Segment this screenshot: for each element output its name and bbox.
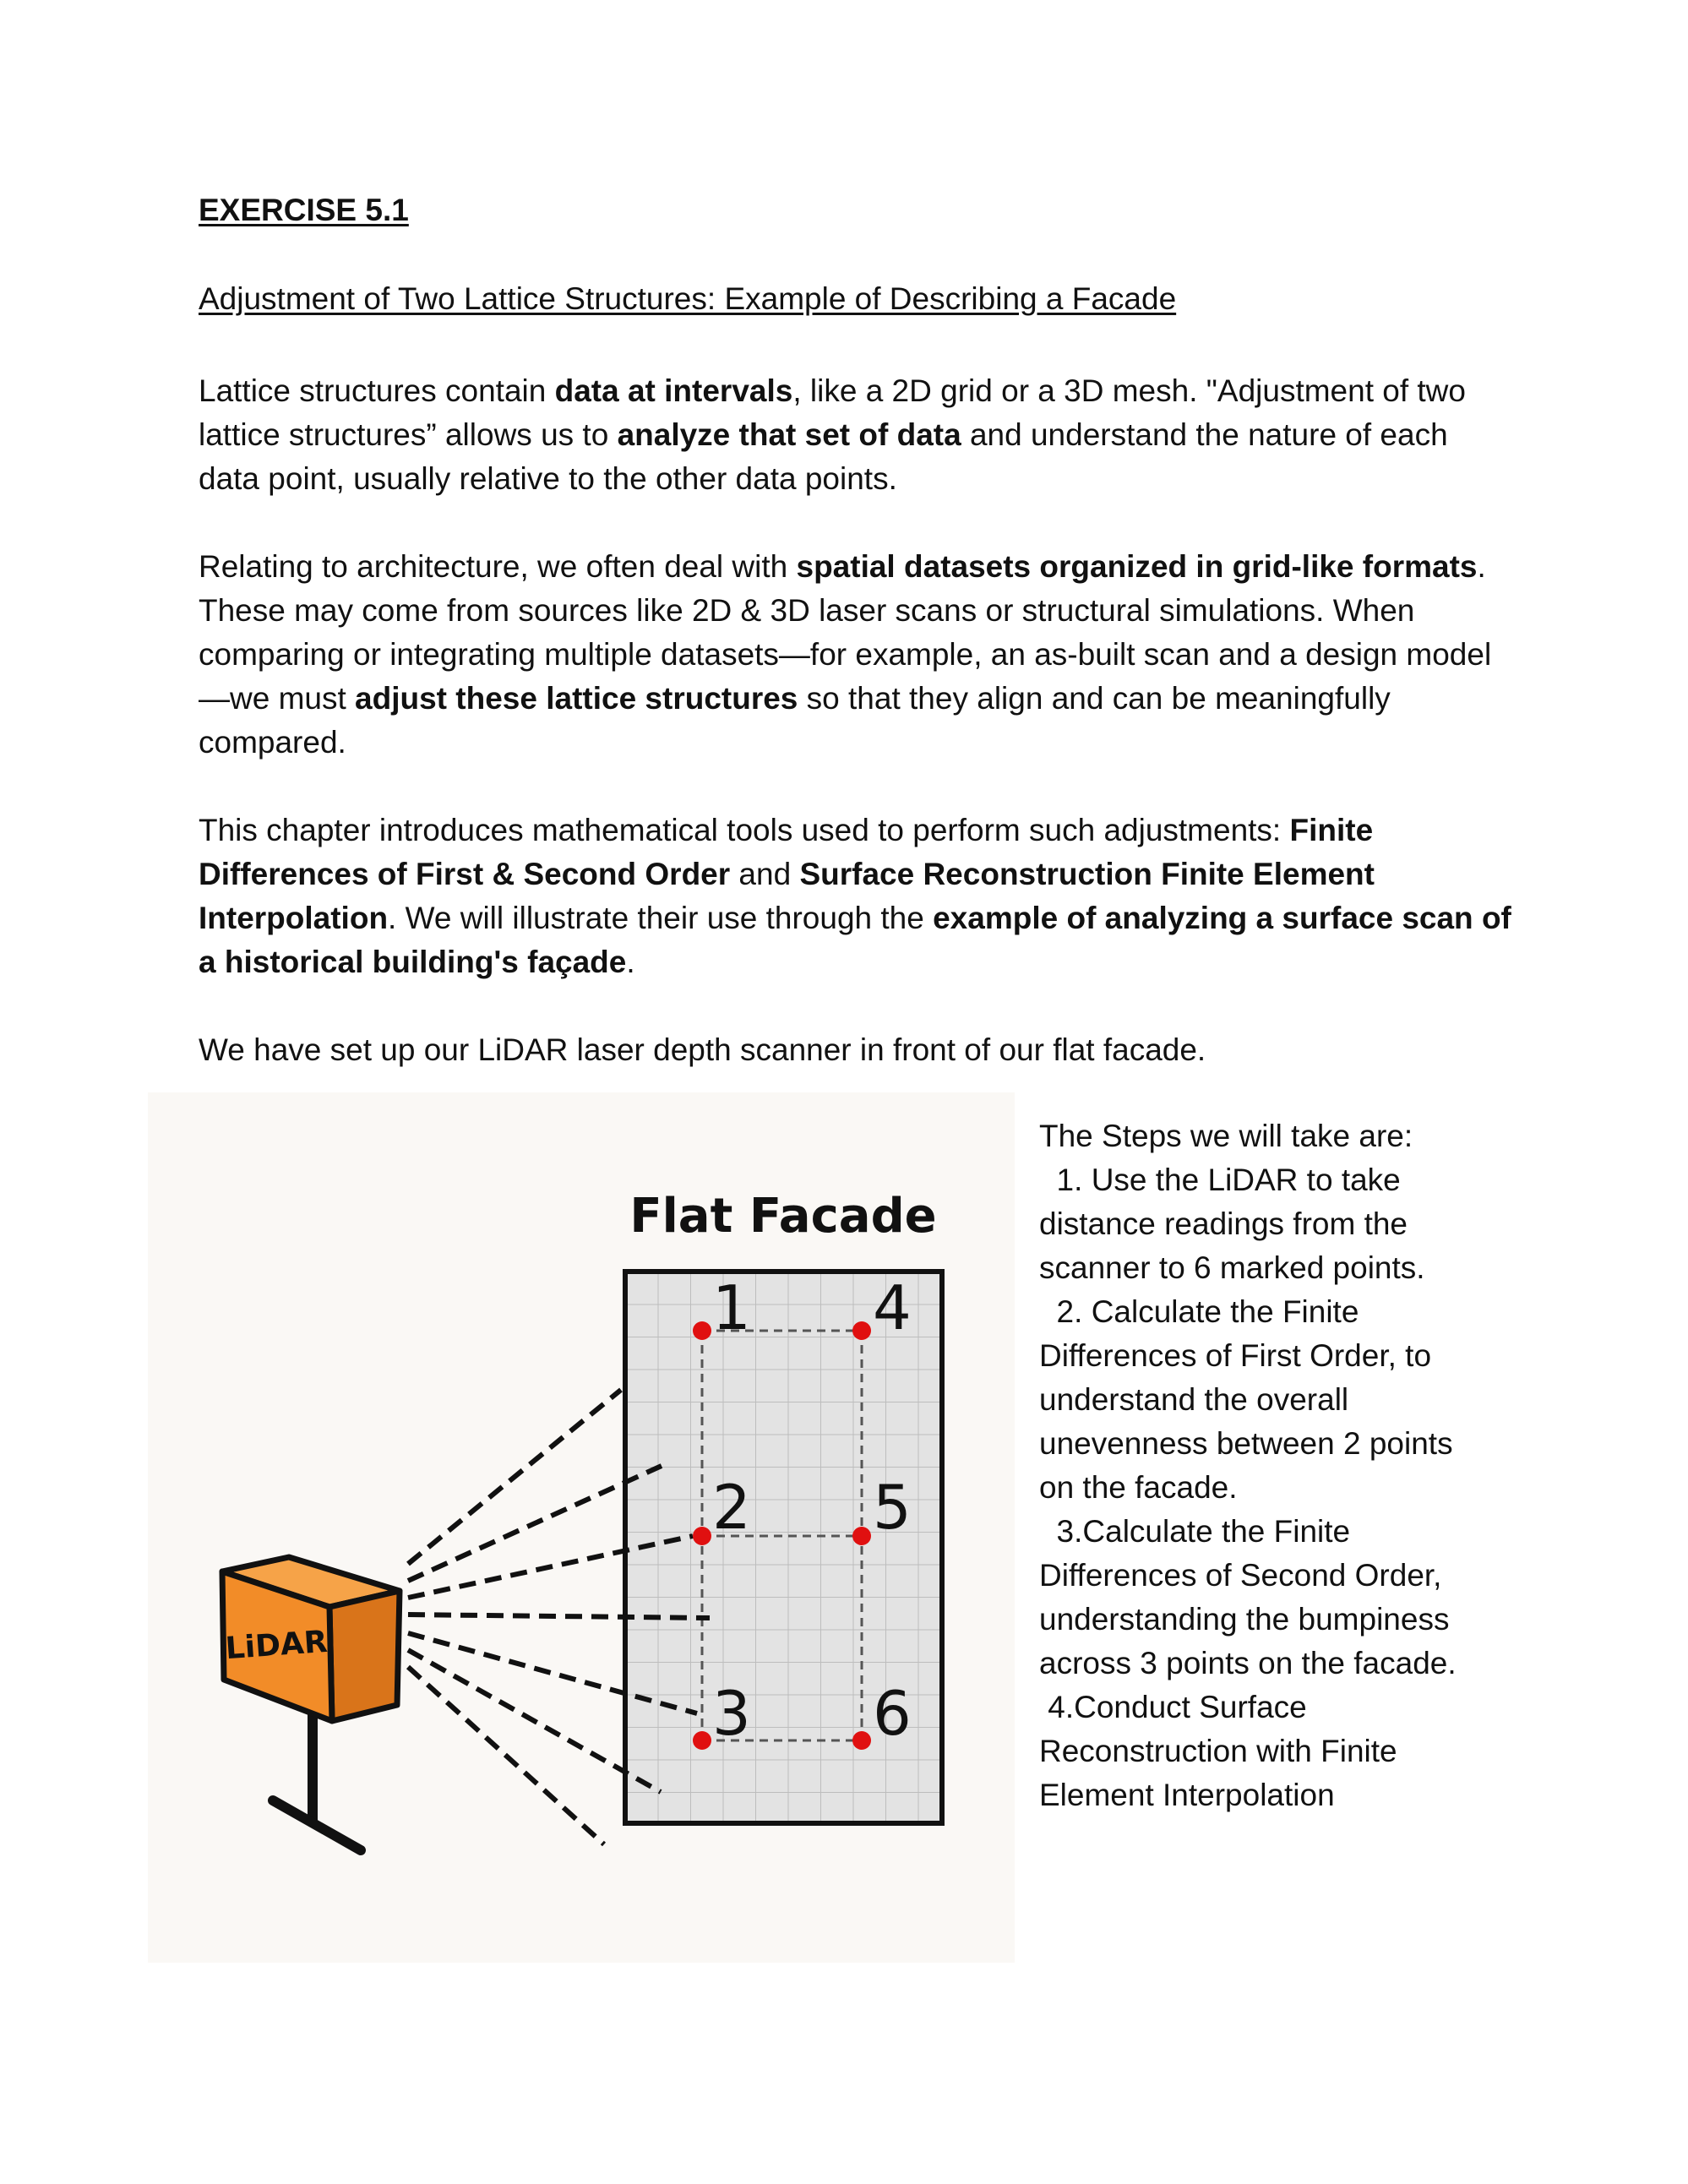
text-run: . We will illustrate their use through the <box>388 901 934 935</box>
figure-svg <box>148 1092 1015 1963</box>
point-6-label: 6 <box>873 1678 912 1749</box>
setup-paragraph <box>199 1028 1516 1072</box>
text-run: This chapter introduces mathematical tools used to perform such adjustments: <box>199 813 1290 847</box>
text-run: Lattice structures contain <box>199 373 555 408</box>
steps-line: across 3 points on the facade. <box>1039 1646 1457 1680</box>
text-run: , like a 2D grid or a 3D mesh. "Adjustment of two lattice structures” allows us to <box>199 373 1466 452</box>
point-6-dot <box>852 1731 871 1750</box>
bold-phrase: Finite Differences of First & Second Order <box>199 813 1374 891</box>
text-run: We have set up our LiDAR laser depth scanner in front of our flat facade. <box>199 1032 1206 1067</box>
steps-line: Element Interpolation <box>1039 1778 1335 1812</box>
point-4-label: 4 <box>873 1272 912 1343</box>
point-3-label: 3 <box>712 1678 751 1749</box>
bold-phrase: analyze that set of data <box>617 417 961 452</box>
text-run: Relating to architecture, we often deal with <box>199 549 797 584</box>
point-3-dot <box>693 1731 711 1750</box>
bold-phrase: Surface Reconstruction Finite Element Interpolation <box>199 857 1375 935</box>
bold-phrase: data at intervals <box>554 373 793 408</box>
point-1-dot <box>693 1321 711 1340</box>
steps-line: Reconstruction with Finite <box>1039 1734 1397 1768</box>
steps-line: 4.Conduct Surface <box>1039 1690 1307 1724</box>
exercise-title: EXERCISE 5.1 <box>199 193 409 227</box>
steps-line: scanner to 6 marked points. <box>1039 1250 1425 1285</box>
steps-list <box>1039 1114 1546 1817</box>
point-5-dot <box>852 1527 871 1545</box>
point-2-dot <box>693 1527 711 1545</box>
steps-line: Differences of First Order, to <box>1039 1338 1432 1373</box>
intro-paragraph <box>199 369 1516 501</box>
steps-line: understand the overall <box>1039 1382 1349 1417</box>
chapter-paragraph <box>199 809 1516 984</box>
facade-title: Flat Facade <box>629 1189 937 1244</box>
point-4-dot <box>852 1321 871 1340</box>
text-run: so that they align and can be meaningfully compared. <box>199 681 1391 760</box>
architecture-paragraph <box>199 545 1516 765</box>
point-2-label: 2 <box>712 1472 751 1543</box>
bold-phrase: spatial datasets organized in grid-like formats <box>796 549 1478 584</box>
point-5-label: 5 <box>873 1472 912 1543</box>
steps-line: 3.Calculate the Finite <box>1039 1514 1351 1549</box>
text-run: and <box>730 857 800 891</box>
bold-phrase: adjust these lattice structures <box>355 681 798 716</box>
steps-line: distance readings from the <box>1039 1206 1408 1241</box>
lidar-facade-figure <box>148 1092 1015 1963</box>
steps-line: 2. Calculate the Finite <box>1039 1294 1359 1329</box>
text-run: . <box>626 945 635 979</box>
steps-line: 1. Use the LiDAR to take <box>1039 1163 1401 1197</box>
steps-line: on the facade. <box>1039 1470 1238 1505</box>
steps-line: The Steps we will take are: <box>1039 1119 1413 1153</box>
steps-line: unevenness between 2 points <box>1039 1426 1453 1461</box>
scanner-label: LiDAR <box>224 1624 329 1667</box>
exercise-subtitle: Adjustment of Two Lattice Structures: Example of Describing a Facade <box>199 281 1177 316</box>
bold-phrase: example of analyzing a surface scan of a historical building's façade <box>199 901 1511 979</box>
text-run: . These may come from sources like 2D & 3D laser scans or structural simulations. When comparing or integrating multiple datasets—for example, an as-built scan and a design model—we must <box>199 549 1492 716</box>
point-1-label: 1 <box>712 1272 751 1343</box>
steps-line: Differences of Second Order, <box>1039 1558 1442 1593</box>
text-run: and understand the nature of each data point, usually relative to the other data points. <box>199 417 1448 496</box>
steps-line: understanding the bumpiness <box>1039 1602 1450 1637</box>
